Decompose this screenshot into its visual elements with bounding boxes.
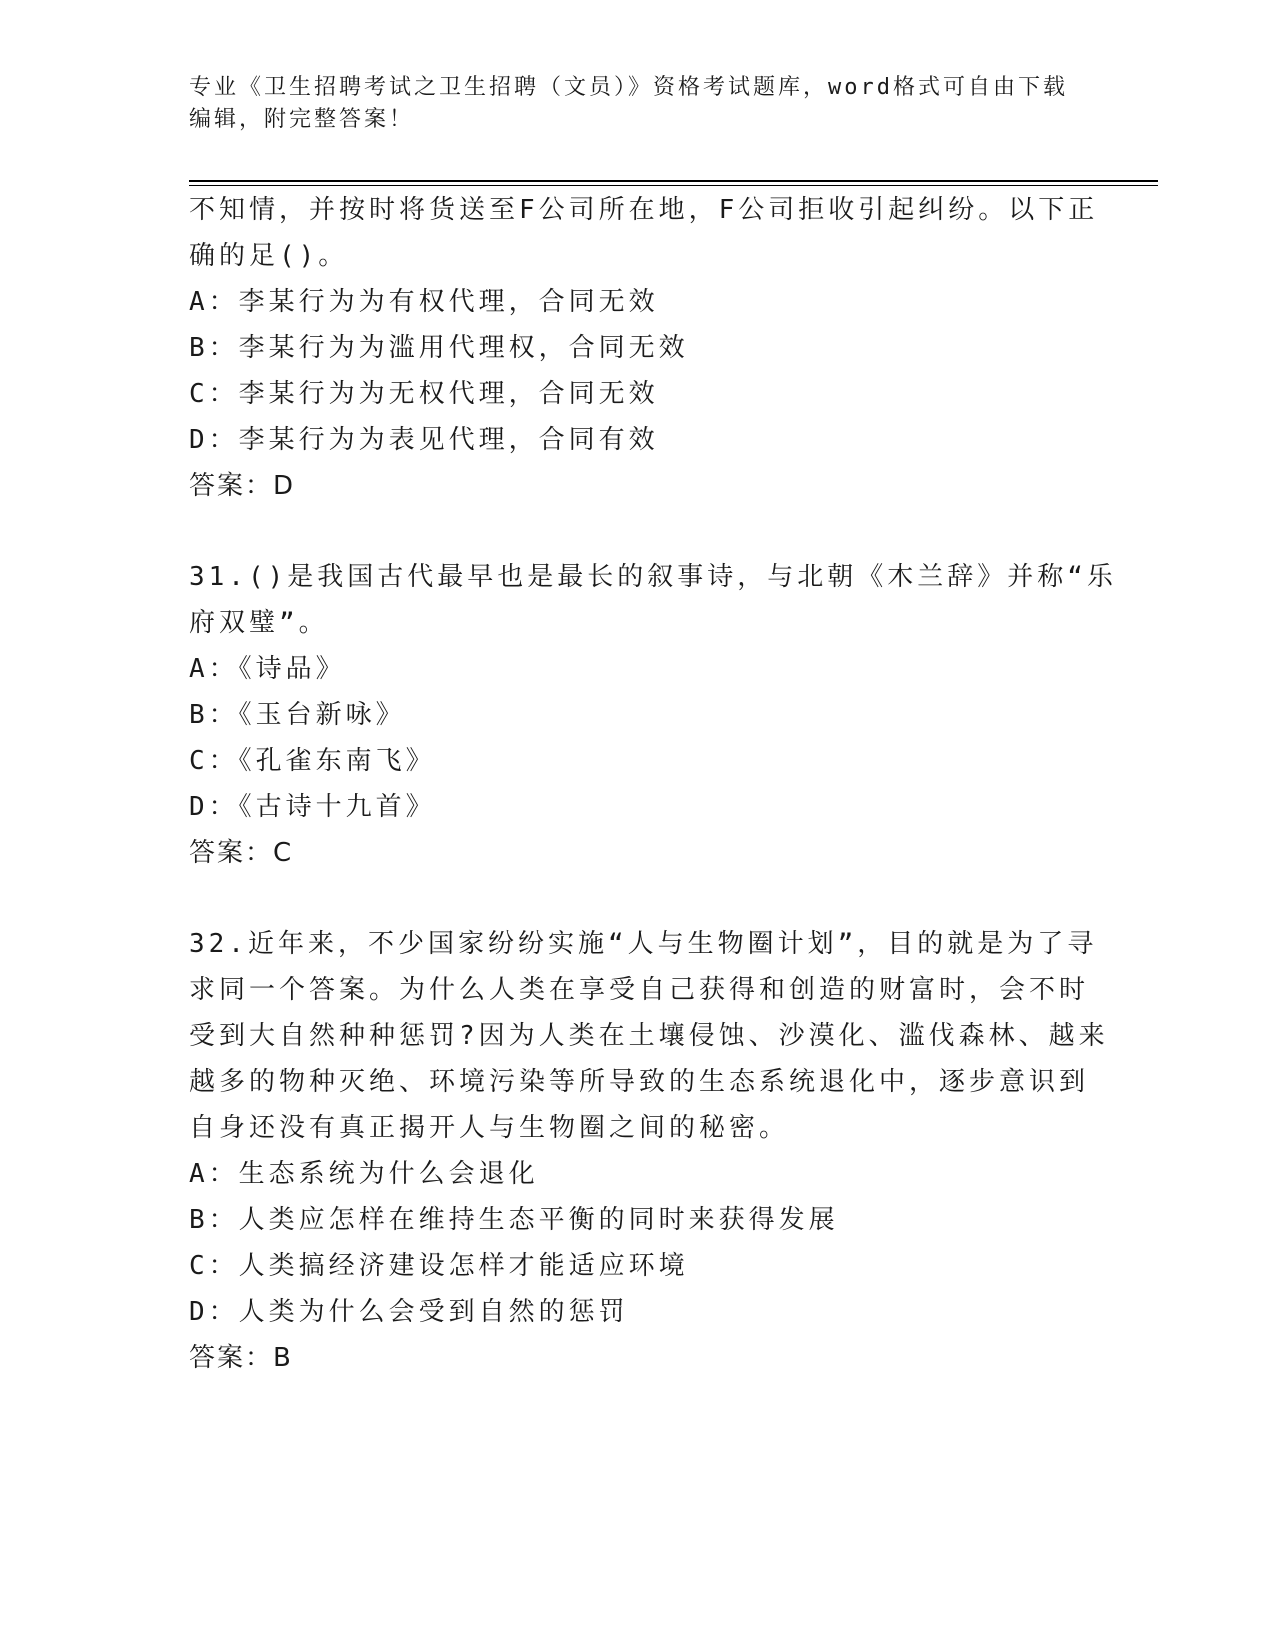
question-stem-line: 不知情，并按时将货送至F公司所在地，F公司拒收引起纠纷。以下正	[189, 195, 1099, 225]
answer-line: 答案：C	[189, 838, 294, 868]
option-a: A：生态系统为什么会退化	[189, 1159, 539, 1189]
question-stem-line: 自身还没有真正揭开人与生物圈之间的秘密。	[189, 1113, 790, 1143]
answer-line: 答案：B	[189, 1343, 293, 1373]
question-30	[189, 187, 1099, 509]
question-stem-line: 31.()是我国古代最早也是最长的叙事诗，与北朝《木兰辞》并称“乐	[189, 562, 1117, 592]
question-stem-line: 受到大自然种种惩罚?因为人类在土壤侵蚀、沙漠化、滥伐森林、越来	[189, 1021, 1109, 1051]
page-header	[189, 72, 1089, 136]
answer-line: 答案：D	[189, 471, 296, 501]
option-c: C：《孔雀东南飞》	[189, 746, 436, 776]
question-stem-line: 越多的物种灭绝、环境污染等所导致的生态系统退化中，逐步意识到	[189, 1067, 1090, 1097]
header-line-1: 专业《卫生招聘考试之卫生招聘（文员）》资格考试题库，word格式可自由下载	[189, 75, 1068, 100]
option-b: B：李某行为为滥用代理权，合同无效	[189, 333, 689, 363]
header-divider-thin	[189, 185, 1158, 186]
option-c: C：李某行为为无权代理，合同无效	[189, 379, 659, 409]
header-line-2: 编辑，附完整答案！	[189, 107, 415, 132]
question-32	[189, 921, 1109, 1381]
option-b: B：《玉台新咏》	[189, 700, 406, 730]
option-a: A：李某行为为有权代理，合同无效	[189, 287, 659, 317]
question-stem-line: 确的足()。	[189, 241, 349, 271]
option-d: D：人类为什么会受到自然的惩罚	[189, 1297, 629, 1327]
option-a: A：《诗品》	[189, 654, 346, 684]
header-divider	[189, 180, 1158, 182]
option-c: C：人类搞经济建设怎样才能适应环境	[189, 1251, 689, 1281]
option-b: B：人类应怎样在维持生态平衡的同时来获得发展	[189, 1205, 839, 1235]
question-stem-line: 求同一个答案。为什么人类在享受自己获得和创造的财富时，会不时	[189, 975, 1090, 1005]
question-31	[189, 554, 1117, 876]
option-d: D：《古诗十九首》	[189, 792, 436, 822]
question-list	[189, 187, 1117, 1381]
question-stem-line: 府双璧”。	[189, 608, 329, 638]
option-d: D：李某行为为表见代理，合同有效	[189, 425, 659, 455]
question-stem-line: 32.近年来，不少国家纷纷实施“人与生物圈计划”，目的就是为了寻	[189, 929, 1098, 959]
